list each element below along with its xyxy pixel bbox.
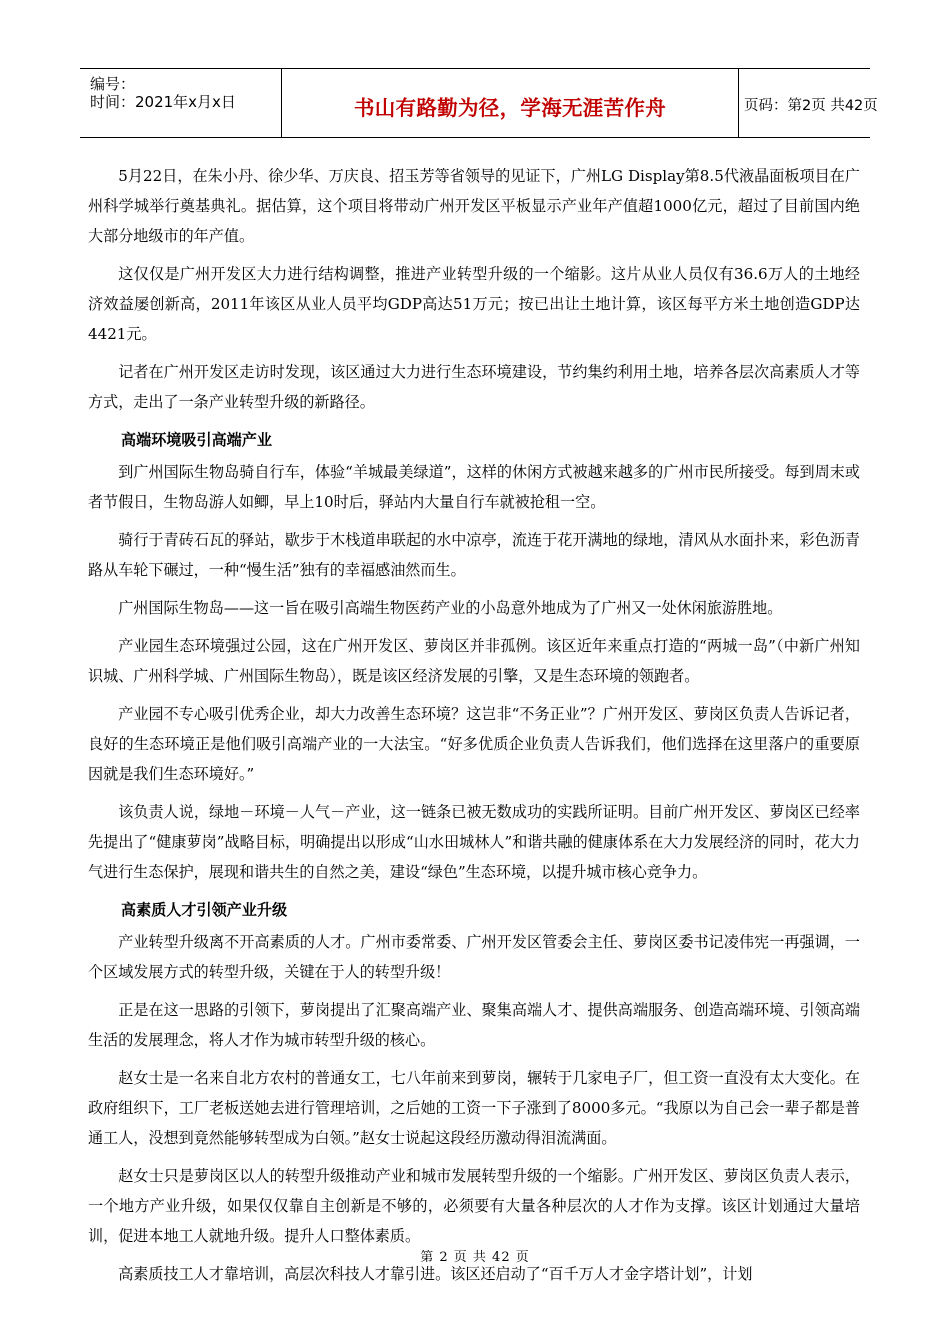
header-left-cell: [80, 69, 280, 137]
page-footer: 第 2 页 共 42 页: [420, 1250, 530, 1265]
paragraph: 5月22日，在朱小丹、徐少华、万庆良、招玉芳等省领导的见证下，广州LG Display第8.5代液晶面板项目在广州科学城举行奠基典礼。据估算，这个项目将带动广州开发区平板显示产业年产值超1000亿元，超过了目前国内绝大部分地级市的年产值。: [88, 167, 860, 245]
document-date-label: 时间：2021年x月x日: [90, 93, 236, 111]
paragraph: 记者在广州开发区走访时发现，该区通过大力进行生态环境建设，节约集约利用土地，培养各层次高素质人才等方式，走出了一条产业转型升级的新路径。: [88, 363, 860, 411]
paragraph: 赵女士是一名来自北方农村的普通女工，七八年前来到萝岗，辗转于几家电子厂，但工资一直没有太大变化。在政府组织下，工厂老板送她去进行管理培训，之后她的工资一下子涨到了8000多元。“我原以为自己会一辈子都是普通工人，没想到竟然能够转型成为白领。”赵女士说起这段经历激动得泪流满面。: [88, 1069, 860, 1147]
paragraph: 高素质技工人才靠培训，高层次科技人才靠引进。该区还启动了“百千万人才金字塔计划”，计划: [118, 1265, 753, 1283]
paragraph: 这仅仅是广州开发区大力进行结构调整，推进产业转型升级的一个缩影。这片从业人员仅有36.6万人的土地经济效益屡创新高，2011年该区从业人员平均GDP高达51万元；按已出让土地计算，该区每平方米土地创造GDP达4421元。: [88, 265, 860, 343]
paragraph: 广州国际生物岛——这一旨在吸引高端生物医药产业的小岛意外地成为了广州又一处休闲旅游胜地。: [118, 599, 783, 617]
paragraph: 正是在这一思路的引领下，萝岗提出了汇聚高端产业、聚集高端人才、提供高端服务、创造高端环境、引领高端生活的发展理念，将人才作为城市转型升级的核心。: [88, 1001, 860, 1049]
paragraph: 产业园生态环境强过公园，这在广州开发区、萝岗区并非孤例。该区近年来重点打造的“两城一岛”（中新广州知识城、广州科学城、广州国际生物岛），既是该区经济发展的引擎，又是生态环境的领跑者。: [88, 637, 860, 685]
document-number-label: 编号：: [90, 75, 136, 93]
paragraph: 该负责人说，绿地－环境－人气－产业，这一链条已被无数成功的实践所证明。目前广州开发区、萝岗区已经率先提出了“健康萝岗”战略目标，明确提出以形成“山水田城林人”和谐共融的健康体系在大力发展经济的同时，花大力气进行生态保护，展现和谐共生的自然之美，建设“绿色”生态环境，以提升城市核心竞争力。: [88, 803, 860, 881]
section-heading: 高素质人才引领产业升级: [121, 901, 288, 919]
header-page-cell: [738, 69, 876, 137]
header-page-info: 页码：第2页 共42页: [744, 97, 878, 114]
header-motto-cell: [281, 69, 739, 137]
paragraph: 产业园不专心吸引优秀企业，却大力改善生态环境？这岂非“不务正业”？广州开发区、萝岗区负责人告诉记者，良好的生态环境正是他们吸引高端产业的一大法宝。“好多优质企业负责人告诉我们，他们选择在这里落户的重要原因就是我们生态环境好。”: [88, 705, 860, 783]
section-heading: 高端环境吸引高端产业: [121, 431, 272, 449]
paragraph: 赵女士只是萝岗区以人的转型升级推动产业和城市发展转型升级的一个缩影。广州开发区、萝岗区负责人表示，一个地方产业升级，如果仅仅靠自主创新是不够的，必须要有大量各种层次的人才作为支撑。该区计划通过大量培训，促进本地工人就地升级。提升人口整体素质。: [88, 1167, 860, 1245]
paragraph: 骑行于青砖石瓦的驿站，歇步于木栈道串联起的水中凉亭，流连于花开满地的绿地，清风从水面扑来，彩色沥青路从车轮下碾过，一种“慢生活”独有的幸福感油然而生。: [88, 531, 860, 579]
page-header: [80, 68, 878, 138]
document-body: [88, 161, 860, 1297]
paragraph: 到广州国际生物岛骑自行车，体验“羊城最美绿道”，这样的休闲方式被越来越多的广州市民所接受。每到周末或者节假日，生物岛游人如鲫，早上10时后，驿站内大量自行车就被抢租一空。: [88, 463, 860, 511]
paragraph: 产业转型升级离不开高素质的人才。广州市委常委、广州开发区管委会主任、萝岗区委书记凌伟宪一再强调，一个区域发展方式的转型升级，关键在于人的转型升级！: [88, 933, 860, 981]
header-motto: 书山有路勤为径，学海无涯苦作舟: [354, 96, 666, 120]
